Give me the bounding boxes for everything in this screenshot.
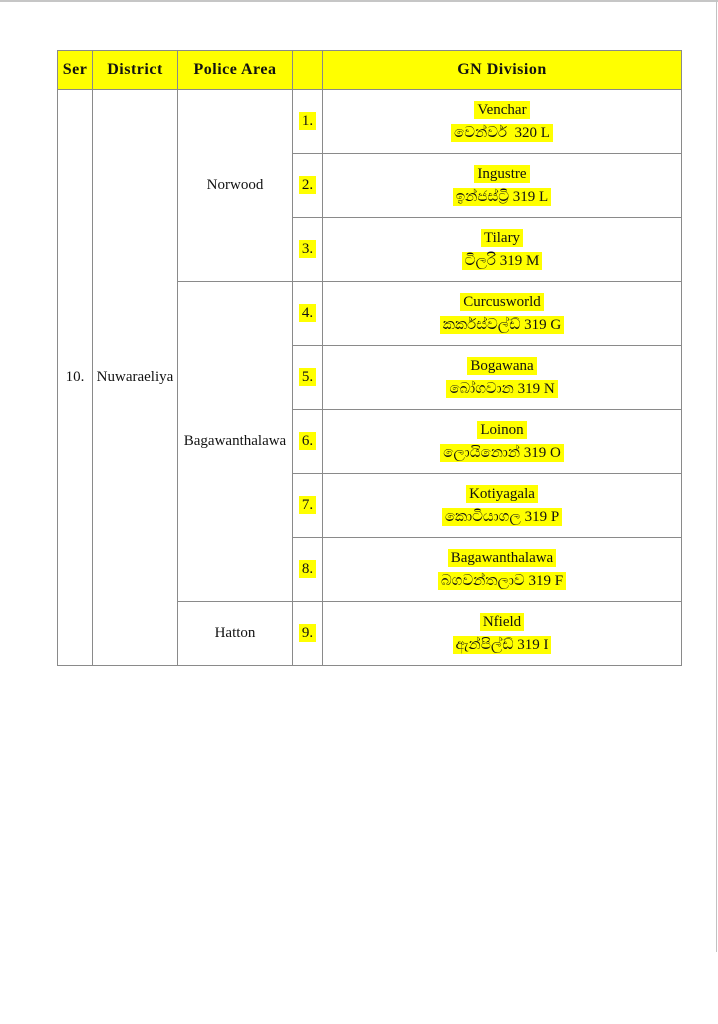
cell-row-number — [293, 602, 323, 666]
cell-row-number — [293, 282, 323, 346]
gn-name-en: Bogawana — [467, 357, 536, 375]
gn-name-en: Ingustre — [474, 165, 529, 183]
gn-name-si: බගවන්තලාව 319 F — [438, 572, 566, 590]
gn-name-en: Bagawanthalawa — [448, 549, 556, 567]
cell-police-area-bagawanthalawa: Bagawanthalawa — [178, 282, 293, 602]
cell-gn-division — [323, 218, 682, 282]
row-number-highlight: 4. — [299, 304, 316, 322]
cell-row-number — [293, 218, 323, 282]
header-row — [58, 51, 682, 90]
row-number-highlight: 1. — [299, 112, 316, 130]
cell-gn-division — [323, 90, 682, 154]
gn-name-en: Curcusworld — [460, 293, 544, 311]
cell-gn-division — [323, 282, 682, 346]
cell-row-number — [293, 154, 323, 218]
header-police-area: Police Area — [178, 51, 293, 90]
gn-name-en: Tilary — [481, 229, 523, 247]
gn-name-si: ඇන්පිල්ඩ් 319 I — [453, 636, 552, 654]
page-top-edge — [0, 0, 718, 2]
gn-name-si: වෙන්වර් 320 L — [451, 124, 553, 142]
cell-gn-division — [323, 474, 682, 538]
cell-gn-division — [323, 346, 682, 410]
row-number-highlight: 9. — [299, 624, 316, 642]
gn-name-en: Nfield — [480, 613, 524, 631]
gn-name-si: ලොයිනොන් 319 O — [440, 444, 564, 462]
gn-division-table — [57, 50, 682, 666]
cell-row-number — [293, 90, 323, 154]
cell-row-number — [293, 346, 323, 410]
cell-police-area-norwood: Norwood — [178, 90, 293, 282]
cell-gn-division — [323, 538, 682, 602]
page-right-edge — [716, 0, 717, 952]
header-num — [293, 51, 323, 90]
gn-name-si: බෝගවාන 319 N — [446, 380, 557, 398]
cell-gn-division — [323, 410, 682, 474]
gn-name-si: ඉන්ජස්ට්‍රි 319 L — [453, 188, 551, 206]
cell-row-number — [293, 474, 323, 538]
cell-row-number — [293, 538, 323, 602]
cell-ser: 10. — [58, 90, 93, 666]
gn-name-si: කර්කස්වල්ඩ් 319 G — [440, 316, 564, 334]
gn-name-si: කොටියාගල 319 P — [442, 508, 562, 526]
row-number-highlight: 2. — [299, 176, 316, 194]
cell-police-area-hatton: Hatton — [178, 602, 293, 666]
table-row — [58, 90, 682, 154]
header-ser: Ser — [58, 51, 93, 90]
cell-row-number — [293, 410, 323, 474]
row-number-highlight: 6. — [299, 432, 316, 450]
row-number-highlight: 3. — [299, 240, 316, 258]
gn-name-si: ටිලරි 319 M — [462, 252, 543, 270]
row-number-highlight: 7. — [299, 496, 316, 514]
cell-district: Nuwaraeliya — [93, 90, 178, 666]
gn-name-en: Loinon — [477, 421, 526, 439]
gn-name-en: Kotiyagala — [466, 485, 538, 503]
gn-name-en: Venchar — [474, 101, 529, 119]
header-gn-division: GN Division — [323, 51, 682, 90]
row-number-highlight: 5. — [299, 368, 316, 386]
header-district: District — [93, 51, 178, 90]
cell-gn-division — [323, 154, 682, 218]
row-number-highlight: 8. — [299, 560, 316, 578]
cell-gn-division — [323, 602, 682, 666]
